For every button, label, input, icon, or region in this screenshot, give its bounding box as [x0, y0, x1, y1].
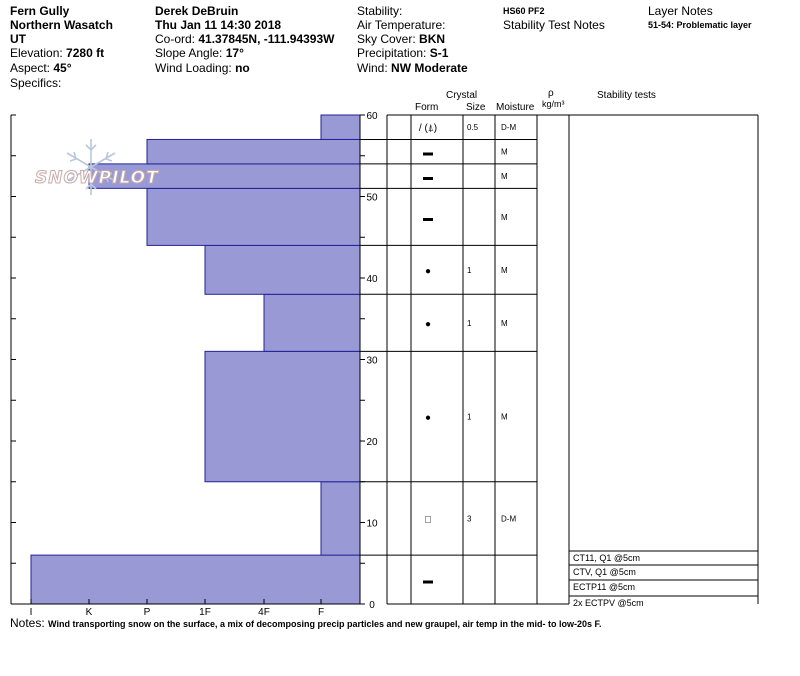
stability-test: CTV, Q1 @5cm	[573, 567, 636, 577]
crystal-header: Crystal	[446, 90, 478, 101]
hardness-bar	[205, 245, 360, 294]
precipitation: Precipitation: S-1	[357, 46, 449, 60]
y-tick-label: 40	[366, 274, 378, 285]
size-header: Size	[466, 102, 486, 113]
moisture-value: D-M	[501, 514, 517, 524]
stability-test: ECTP11 @5cm	[573, 582, 635, 592]
moisture-header: Moisture	[496, 102, 535, 113]
grain-form-symbol: □	[424, 514, 432, 526]
aspect: Aspect: 45°	[10, 61, 72, 75]
moisture-value: M	[501, 172, 508, 182]
wind: Wind: NW Moderate	[357, 61, 468, 75]
y-tick-label: 20	[366, 437, 378, 448]
grain-form-symbol: ▬	[423, 147, 433, 159]
wind-loading: Wind Loading: no	[155, 61, 250, 75]
x-tick-label: 4F	[258, 607, 270, 618]
density-symbol: ρ	[548, 88, 554, 99]
hardness-bar	[147, 139, 360, 163]
notes-label: Notes:	[10, 616, 45, 630]
grain-size: 1	[467, 318, 472, 328]
stability-test: CT11, Q1 @5cm	[573, 553, 640, 563]
y-tick-label: 10	[366, 518, 378, 530]
moisture-value: D-M	[501, 123, 517, 133]
y-tick-label: 60	[366, 111, 378, 122]
moisture-value: M	[501, 212, 508, 222]
stability-tests-header: Stability tests	[597, 90, 656, 101]
grain-size: 1	[467, 412, 472, 422]
grain-form-symbol: ▬	[423, 575, 433, 587]
hardness-bar	[31, 555, 360, 604]
hardness-bar	[321, 482, 360, 555]
grain-form-symbol: ▬	[423, 212, 433, 224]
snowpilot-logo	[33, 135, 158, 200]
observer: Derek DeBruin	[155, 4, 239, 18]
x-tick-label: P	[143, 607, 151, 618]
grain-size: 1	[467, 265, 472, 275]
hs-value: HS60 PF2	[503, 6, 545, 16]
moisture-value: M	[501, 265, 508, 275]
grain-form-symbol: ●	[424, 412, 432, 424]
sky-cover: Sky Cover: BKN	[357, 32, 446, 46]
mountain-range: Northern Wasatch	[10, 18, 113, 32]
density-unit: kg/m³	[542, 99, 565, 109]
layer-notes-title: Layer Notes	[648, 4, 713, 18]
x-tick-label: F	[317, 607, 325, 618]
moisture-value: M	[501, 412, 508, 422]
grain-form-symbol: ●	[424, 265, 432, 277]
grain-form-symbol: ▬	[423, 172, 433, 184]
moisture-value: M	[501, 318, 508, 328]
x-tick-label: 1F	[199, 607, 211, 618]
stability-test: 2x ECTPV @5cm	[573, 598, 644, 608]
layer-note: 51-54: Problematic layer	[648, 20, 752, 30]
grain-form-symbol: / (⍋)	[418, 123, 438, 135]
hardness-bar	[321, 115, 360, 139]
moisture-value: M	[501, 147, 508, 157]
x-tick-label: K	[85, 607, 93, 618]
air-temperature: Air Temperature:	[357, 18, 446, 32]
elevation: Elevation: 7280 ft	[10, 46, 105, 60]
y-tick-label: 0	[369, 600, 375, 611]
grain-size: 3	[467, 514, 472, 524]
slope-angle: Slope Angle: 17°	[155, 46, 244, 60]
state: UT	[10, 32, 26, 46]
x-tick-label: I	[29, 607, 33, 618]
y-tick-label: 50	[366, 192, 378, 204]
y-tick-label: 30	[366, 355, 378, 367]
grain-form-symbol: ●	[424, 318, 432, 330]
location: Fern Gully	[10, 4, 70, 18]
stability: Stability:	[357, 4, 403, 18]
hardness-bar	[205, 351, 360, 481]
specifics: Specifics:	[10, 76, 62, 90]
hardness-bar	[147, 188, 360, 245]
notes-text: Wind transporting snow on the surface, a mix of decomposing precip particles and new graupel, air temp in the mid- to low-20s F.	[48, 619, 602, 629]
notes	[10, 616, 602, 630]
grain-size: 0.5	[467, 123, 479, 133]
coordinates: Co-ord: 41.37845N, -111.94393W	[155, 32, 335, 46]
datetime: Thu Jan 11 14:30 2018	[155, 18, 282, 32]
form-header: Form	[415, 102, 439, 113]
logo-text: SNOWPILOT	[35, 168, 159, 188]
hardness-bar	[264, 294, 360, 351]
stability-test-notes-title: Stability Test Notes	[503, 18, 605, 32]
